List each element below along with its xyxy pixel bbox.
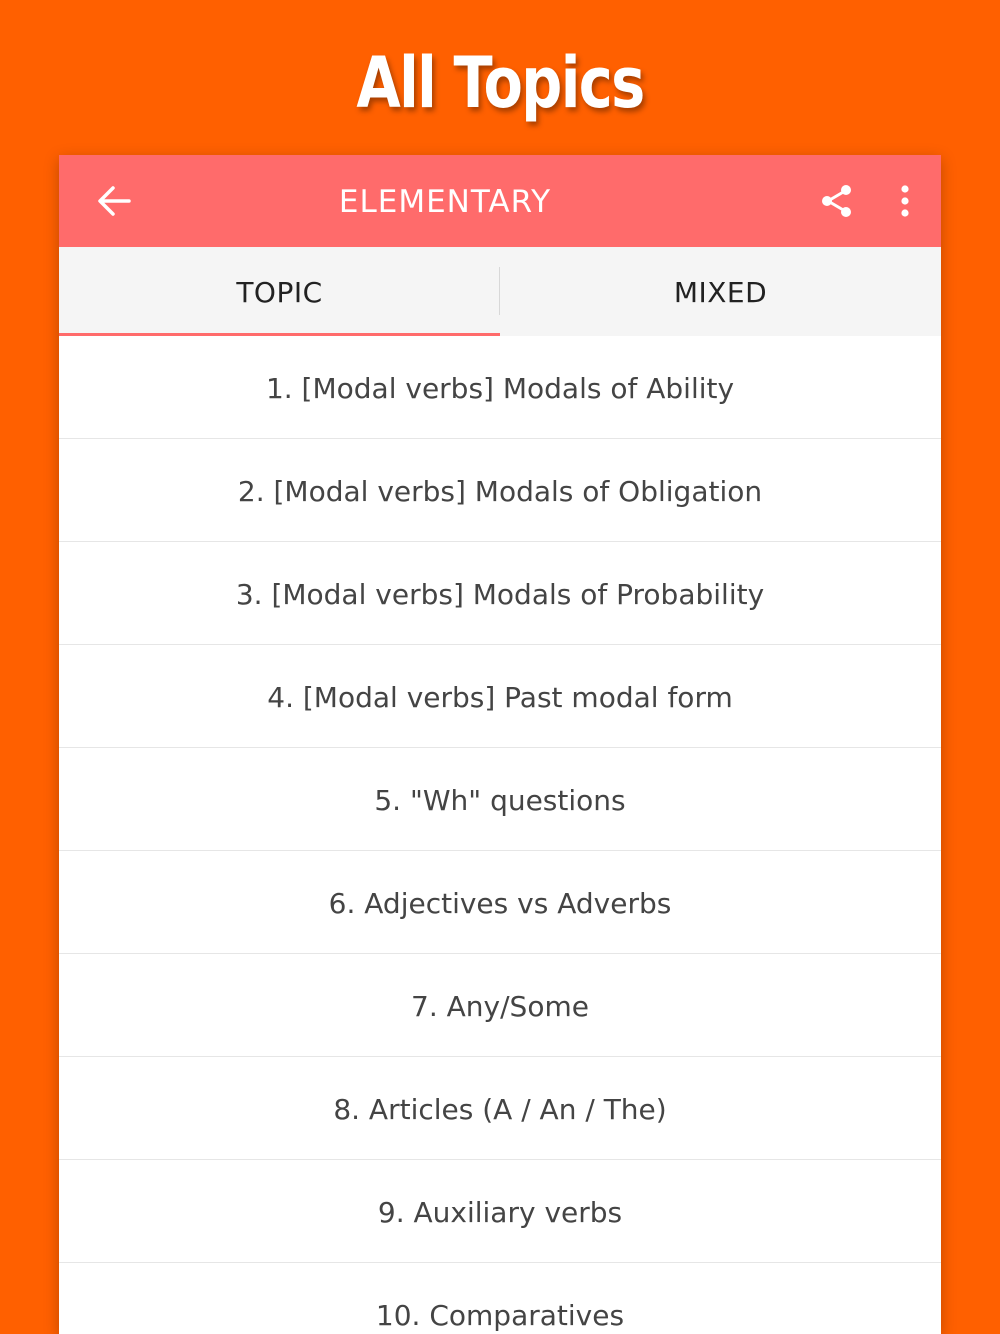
tab-topic[interactable]: TOPIC [236, 276, 323, 309]
more-vert-icon [893, 183, 917, 219]
share-icon [819, 183, 855, 219]
topic-item-4[interactable]: 4. [Modal verbs] Past modal form [59, 645, 941, 748]
tab-mixed[interactable]: MIXED [673, 276, 768, 309]
topic-item-10[interactable]: 10. Comparatives [59, 1263, 941, 1334]
topic-list [59, 336, 941, 1334]
topic-item-3[interactable]: 3. [Modal verbs] Modals of Probability [59, 542, 941, 645]
topic-item-1[interactable]: 1. [Modal verbs] Modals of Ability [59, 336, 941, 439]
share-button[interactable] [819, 183, 855, 219]
more-options-button[interactable] [893, 183, 917, 219]
screen-title: ELEMENTARY [338, 184, 552, 220]
topic-item-8[interactable]: 8. Articles (A / An / The) [59, 1057, 941, 1160]
app-bar [59, 155, 941, 247]
topic-item-5[interactable]: 5. "Wh" questions [59, 748, 941, 851]
topic-item-9[interactable]: 9. Auxiliary verbs [59, 1160, 941, 1263]
promo-title: All Topics [356, 42, 644, 124]
topic-item-6[interactable]: 6. Adjectives vs Adverbs [59, 851, 941, 954]
tab-bar [59, 247, 941, 336]
app-screen [59, 155, 941, 1334]
topic-item-2[interactable]: 2. [Modal verbs] Modals of Obligation [59, 439, 941, 542]
topic-item-7[interactable]: 7. Any/Some [59, 954, 941, 1057]
